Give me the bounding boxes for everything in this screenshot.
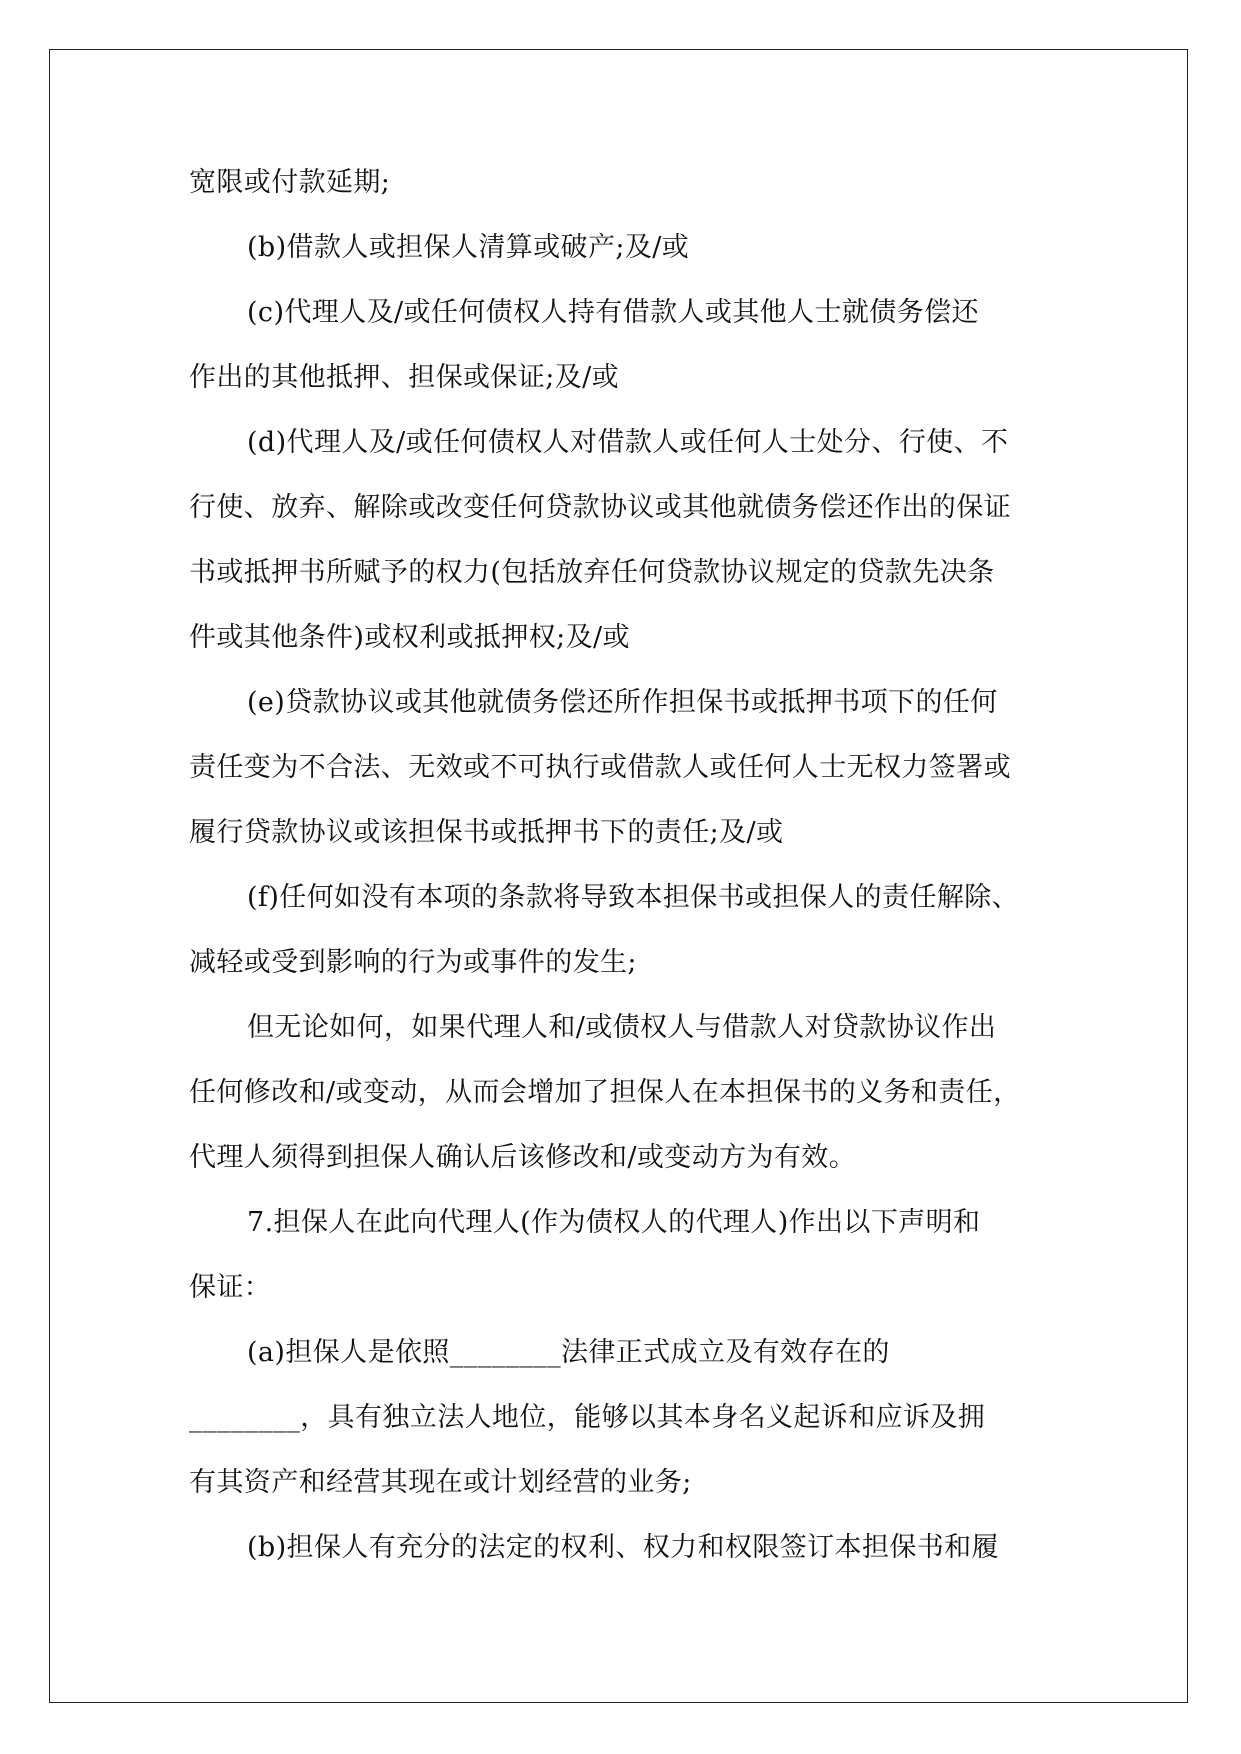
text-line: 保证： (189, 1272, 272, 1303)
text-line: ________，具有独立法人地位，能够以其本身名义起诉和应诉及拥 (189, 1402, 986, 1433)
clause-c-item: (c)代理人及/或任何债权人持有借款人或其他人士就债务偿还 (247, 297, 979, 328)
warranty-b-item: (b)担保人有充分的法定的权利、权力和权限签订本担保书和履 (247, 1532, 999, 1563)
clause-d-item: (d)代理人及/或任何债权人对借款人或任何人士处分、行使、不 (247, 427, 1009, 458)
text-line: 作出的其他抵押、担保或保证;及/或 (189, 362, 619, 393)
text-line: 责任变为不合法、无效或不可执行或借款人或任何人士无权力签署或 (189, 752, 1011, 783)
text-line: 有其资产和经营其现在或计划经营的业务; (189, 1467, 692, 1498)
text-line: 件或其他条件)或权利或抵押权;及/或 (189, 622, 630, 653)
clause-b-item: (b)借款人或担保人清算或破产;及/或 (247, 232, 690, 263)
clause-f-item: (f)任何如没有本项的条款将导致本担保书或担保人的责任解除、 (247, 882, 1020, 913)
text-line: 代理人须得到担保人确认后该修改和/或变动方为有效。 (189, 1142, 857, 1173)
text-line: 履行贷款协议或该担保书或抵押书下的责任;及/或 (189, 817, 784, 848)
warranty-a-item: (a)担保人是依照________法律正式成立及有效存在的 (247, 1337, 890, 1368)
text-line: 宽限或付款延期; (189, 167, 391, 198)
section-7-heading: 7.担保人在此向代理人(作为债权人的代理人)作出以下声明和 (247, 1207, 981, 1238)
clause-e-item: (e)贷款协议或其他就债务偿还所作担保书或抵押书项下的任何 (247, 687, 998, 718)
proviso-paragraph: 但无论如何，如果代理人和/或债权人与借款人对贷款协议作出 (247, 1012, 997, 1043)
text-line: 任何修改和/或变动，从而会增加了担保人在本担保书的义务和责任， (189, 1077, 1021, 1108)
text-line: 行使、放弃、解除或改变任何贷款协议或其他就债务偿还作出的保证 (189, 492, 1011, 523)
text-line: 书或抵押书所赋予的权力(包括放弃任何贷款协议规定的贷款先决条 (189, 557, 995, 588)
text-line: 减轻或受到影响的行为或事件的发生; (189, 947, 637, 978)
